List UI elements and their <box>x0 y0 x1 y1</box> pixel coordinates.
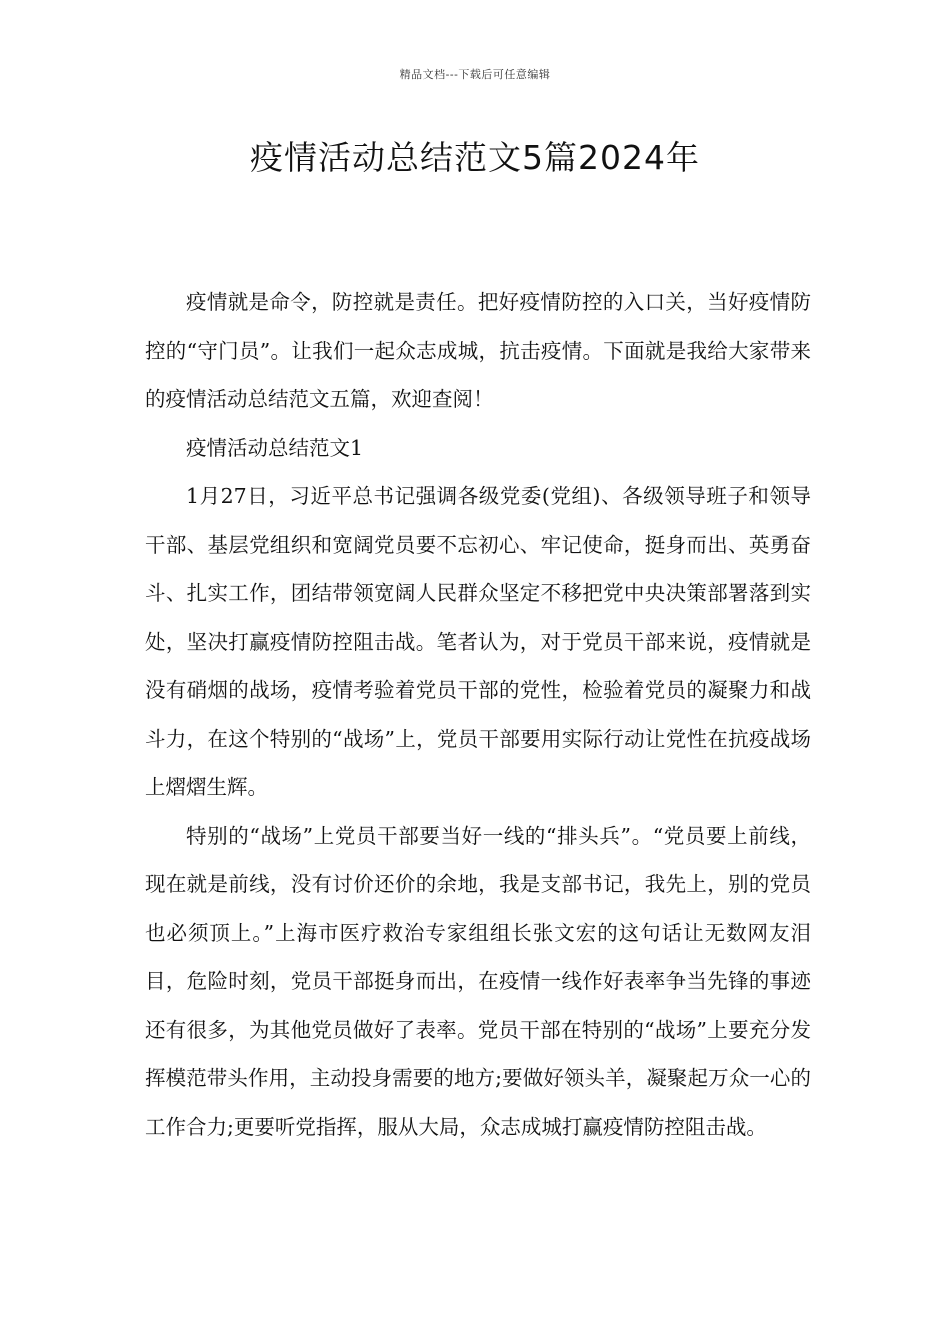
document-body <box>145 278 811 1151</box>
section-heading: 疫情活动总结范文1 <box>186 435 364 460</box>
document-title: 疫情活动总结范文5篇2024年 <box>250 138 700 177</box>
body-paragraph: 1月27日，习近平总书记强调各级党委(党组)、各级领导班子和领导干部、基层党组织和宽阔党员要不忘初心、牢记使命，挺身而出、英勇奋斗、扎实工作，团结带领宽阔人民群众坚定不移把党中央决策部署落到实处，坚决打赢疫情防控阻击战。笔者认为，对于党员干部来说，疫情就是没有硝烟的战场，疫情考验着党员干部的党性，检验着党员的凝聚力和战斗力，在这个特别的“战场”上，党员干部要用实际行动让党性在抗疫战场上熠熠生辉。 <box>145 484 811 799</box>
intro-paragraph: 疫情就是命令，防控就是责任。把好疫情防控的入口关，当好疫情防控的“守门员”。让我们一起众志成城，抗击疫情。下面就是我给大家带来的疫情活动总结范文五篇，欢迎查阅！ <box>145 290 811 411</box>
body-paragraph: 特别的“战场”上党员干部要当好一线的“排头兵”。“党员要上前线，现在就是前线，没有讨价还价的余地，我是支部书记，我先上，别的党员也必须顶上。”上海市医疗救治专家组组长张文宏的这句话让无数网友泪目，危险时刻，党员干部挺身而出，在疫情一线作好表率争当先锋的事迹还有很多，为其他党员做好了表率。党员干部在特别的“战场”上要充分发挥模范带头作用，主动投身需要的地方;要做好领头羊，凝聚起万众一心的工作合力;更要听党指挥，服从大局，众志成城打赢疫情防控阻击战。 <box>145 823 811 1139</box>
header-note: 精品文档---下载后可任意编辑 <box>399 68 551 81</box>
